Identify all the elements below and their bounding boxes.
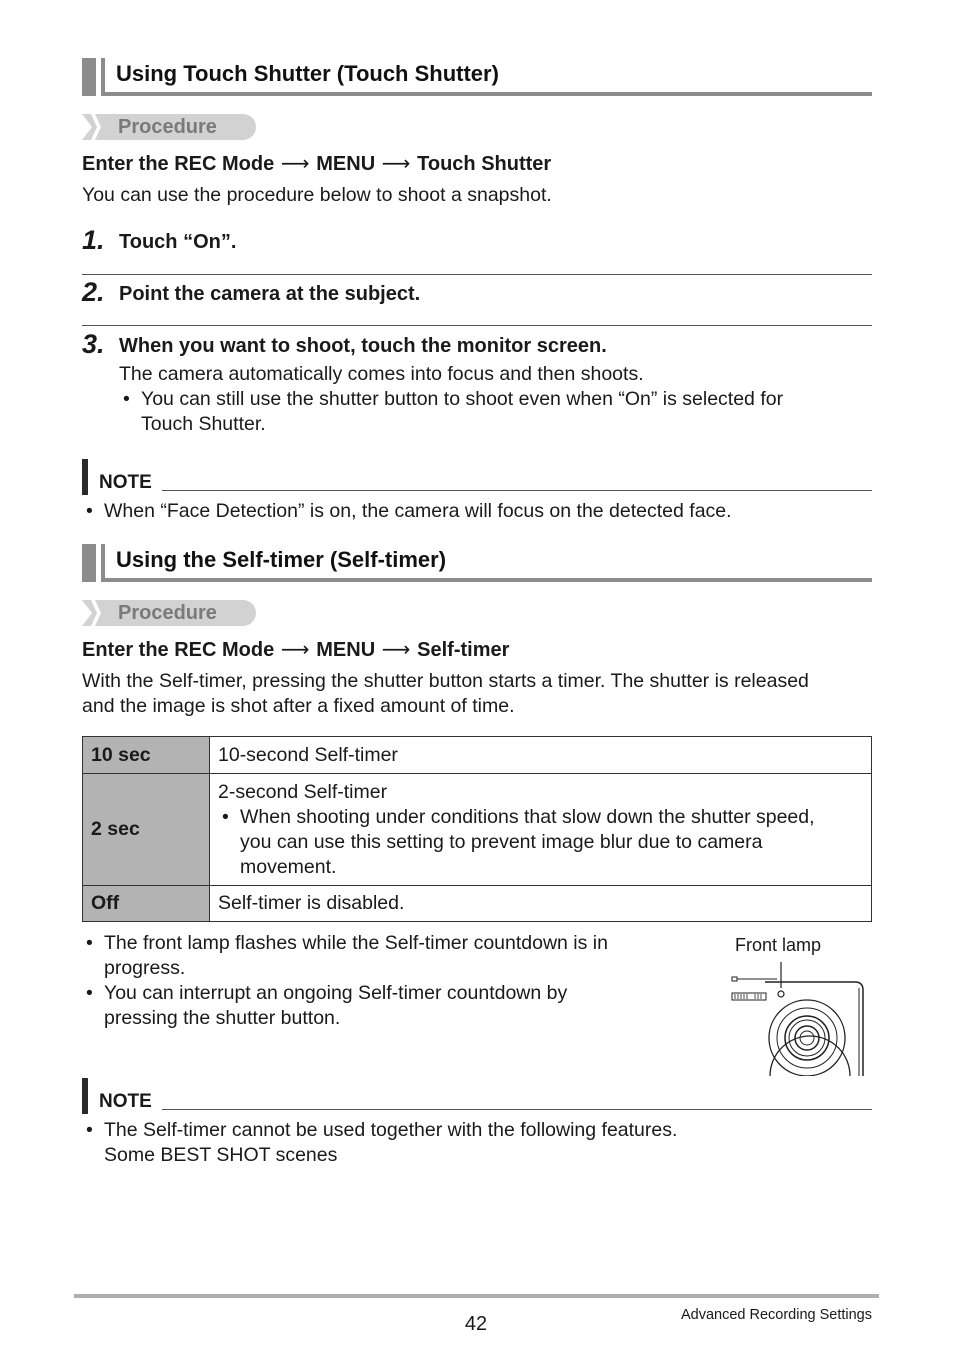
note-rule	[162, 490, 872, 491]
arrow-right-icon: ⟶	[381, 153, 411, 175]
path-item: Enter the REC Mode	[82, 153, 275, 175]
procedure-chevron	[91, 600, 101, 626]
step-divider	[82, 274, 872, 275]
path-item: MENU	[316, 639, 376, 661]
bullet-line: pressing the shutter button.	[104, 1007, 341, 1029]
option-key: 2 sec	[83, 774, 210, 886]
intro-line: and the image is shot after a fixed amount of time.	[82, 695, 515, 717]
section-heading-self-timer	[82, 544, 872, 582]
option-desc: 2-second Self-timer	[218, 780, 388, 803]
bullet-line: The Self-timer cannot be used together with the following features.	[104, 1119, 678, 1141]
note-bullet	[86, 499, 732, 524]
procedure-notch	[82, 600, 92, 626]
section-title: Using the Self-timer (Self-timer)	[116, 547, 447, 572]
option-bullet	[218, 805, 863, 880]
bullet-icon: •	[86, 932, 93, 954]
path-item: Enter the REC Mode	[82, 639, 275, 661]
chapter-title: Advanced Recording Settings	[680, 1307, 872, 1323]
table-row	[83, 886, 872, 922]
intro-text	[82, 669, 809, 719]
bullet-line: The front lamp flashes while the Self-timer countdown is in	[104, 932, 608, 954]
procedure-chevron	[91, 114, 101, 140]
bullet-icon: •	[222, 805, 229, 828]
bullet-line: progress.	[104, 957, 186, 979]
step-text: Point the camera at the subject.	[119, 283, 421, 305]
procedure-label: Procedure	[118, 602, 217, 624]
bullet-line: movement.	[240, 855, 337, 878]
procedure-label: Procedure	[118, 116, 217, 138]
bullet-icon: •	[86, 982, 93, 1004]
arrow-right-icon: ⟶	[280, 639, 310, 661]
path-item: Self-timer	[417, 639, 510, 661]
arrow-right-icon: ⟶	[381, 639, 411, 661]
footer-rule	[74, 1294, 879, 1298]
option-desc-cell	[210, 774, 872, 886]
bullet-icon: •	[86, 1119, 93, 1141]
procedure-notch	[82, 114, 92, 140]
heading-marker	[82, 544, 96, 582]
note-rule	[162, 1109, 872, 1110]
menu-path	[82, 151, 551, 176]
table-row	[83, 737, 872, 774]
camera-front-illustration	[725, 958, 870, 1080]
bullet-line: You can interrupt an ongoing Self-timer countdown by	[104, 982, 568, 1004]
intro-line: With the Self-timer, pressing the shutter button starts a timer. The shutter is released	[82, 670, 809, 692]
procedure-badge	[82, 114, 256, 140]
bullet-line: Touch Shutter.	[141, 413, 266, 435]
heading-marker-thin	[101, 58, 105, 96]
section-heading-touch-shutter	[82, 58, 872, 96]
option-key: 10 sec	[83, 737, 210, 774]
bullet-line: Some BEST SHOT scenes	[104, 1144, 338, 1166]
path-item: MENU	[316, 153, 376, 175]
bullet-icon: •	[86, 500, 93, 522]
table-row	[83, 774, 872, 886]
bullet-line: You can still use the shutter button to shoot even when “On” is selected for	[141, 388, 784, 410]
bullet-line: you can use this setting to prevent image blur due to camera	[240, 830, 763, 853]
self-timer-options-table	[82, 736, 872, 922]
option-key: Off	[83, 886, 210, 922]
heading-underline	[101, 578, 872, 582]
note-marker	[82, 1078, 88, 1114]
front-lamp-icon	[778, 991, 784, 997]
intro-text: You can use the procedure below to shoot a snapshot.	[82, 184, 552, 206]
note-bullet	[86, 1118, 678, 1168]
step-text: Touch “On”.	[119, 231, 237, 253]
step-number: 1.	[82, 225, 105, 255]
note-label: NOTE	[99, 1091, 152, 1112]
step-text: When you want to shoot, touch the monitor screen.	[119, 335, 607, 357]
step-number: 3.	[82, 329, 105, 359]
note-label: NOTE	[99, 472, 152, 493]
bullet-line: When shooting under conditions that slow down the shutter speed,	[240, 805, 815, 828]
page-number: 42	[464, 1313, 488, 1335]
heading-marker	[82, 58, 96, 96]
bullet-line: When “Face Detection” is on, the camera will focus on the detected face.	[104, 500, 732, 522]
menu-path	[82, 637, 509, 662]
path-item: Touch Shutter	[417, 153, 552, 175]
step-number: 2.	[82, 277, 105, 307]
list-item	[86, 981, 568, 1031]
arrow-right-icon: ⟶	[280, 153, 310, 175]
note-marker	[82, 459, 88, 495]
step-bullet	[123, 387, 784, 437]
front-lamp-label: Front lamp	[735, 935, 822, 955]
procedure-badge	[82, 600, 256, 626]
option-desc: Self-timer is disabled.	[210, 886, 872, 922]
section-title: Using Touch Shutter (Touch Shutter)	[116, 61, 499, 86]
list-item	[86, 931, 608, 981]
bullet-icon: •	[123, 388, 130, 410]
step-divider	[82, 325, 872, 326]
heading-marker-thin	[101, 544, 105, 582]
heading-underline	[101, 92, 872, 96]
step-body: The camera automatically comes into focus and then shoots.	[119, 363, 644, 385]
option-desc: 10-second Self-timer	[210, 737, 872, 774]
